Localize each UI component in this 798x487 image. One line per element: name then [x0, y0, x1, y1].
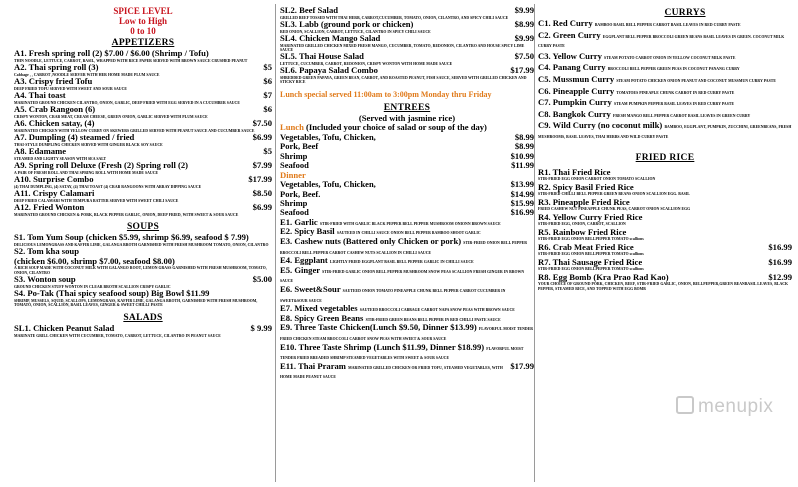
menu-item-description: STIR-FRIED GREEN BEANS BELL PEPPER IN RED CHILLI PASTE SAUCE: [365, 317, 501, 322]
price-row-label: Seafood: [280, 160, 309, 171]
price-row: [280, 152, 534, 161]
menu-item-name: R8. Egg Bomb (Kra Prao Rad Kao): [538, 271, 669, 282]
salads-heading: SALADS: [123, 313, 163, 324]
menu-item-description: BROCCOLI BELL PEPPER GREEN PEAS IN COCONUT PANANG CURRY: [607, 67, 740, 72]
menu-item: [14, 49, 272, 63]
menu-item-name: C3. Yellow Curry: [538, 50, 602, 61]
menu-item-description: BAMBOO BASIL BELL PEPPER CARROT BASIL LEAVES IN RED CURRY PASTE: [594, 23, 741, 27]
menu-item-description: SAUTEED IN CHILLI SAUCE ONION BELL PEPPER BAMBOO SHOOT GARLIC: [336, 231, 481, 236]
menu-item-title: [538, 121, 792, 140]
price-row-label: Shrimp: [280, 198, 308, 209]
menu-item-title: [280, 285, 534, 304]
menu-item: [538, 19, 792, 29]
menu-item: [538, 213, 792, 227]
menu-item-title: [538, 19, 792, 29]
price-row-value: $16.99: [510, 207, 534, 218]
menu-item-name: R2. Spicy Basil Fried Rice: [538, 181, 634, 192]
price-row: [280, 190, 534, 199]
price-row: [280, 133, 534, 142]
price-row-label: Vegetables, Tofu, Chicken,: [280, 132, 376, 142]
menu-item-price: $6: [263, 104, 272, 114]
menu-item-name: R3. Pineapple Fried Rice: [538, 196, 630, 207]
menu-item-name: SL6. Papaya Salad Combo: [280, 65, 378, 76]
lunch-special-note: Lunch special served 11:00am to 3:00pm Monday thru Friday: [280, 89, 492, 99]
menu-item-title: [538, 213, 792, 223]
menu-item-price: $7.50: [252, 118, 272, 128]
menu-item-name: R6. Crab Meat Fried Rice: [538, 241, 634, 252]
menu-item-title: [280, 362, 534, 381]
menu-item-name: E7. Mixed vegetables: [280, 303, 358, 314]
menu-item-description: MARINATED GROUND CHICKEN CILANTRO, ONION, GARLIC, DEEP FRIED WITH EGG SERVED IN A CUCUMBER SAUCE: [14, 100, 240, 105]
spice-level-scale: Low to High: [118, 16, 167, 26]
menu-item-title: [538, 198, 792, 208]
menu-item-price: $8.50: [252, 188, 272, 198]
column-divider: [275, 4, 276, 482]
menu-item-name: A12. Fried Wonton: [14, 202, 85, 212]
menu-item-description: YOUR CHOICE OF GROUND PORK, CHICKEN, BEEF, STIR-FRIED GARLIC, ONION, BELLPEPPER,GREEN BEANBASIL LEAVES, BLACK PEPPER, STEAMED RICE, AND TOPPED WITH EGG BOMB: [538, 282, 789, 291]
menu-item-name: A9. Spring roll Deluxe (Fresh (2) Spring roll (2): [14, 160, 189, 170]
menu-item-price: $5: [263, 62, 272, 72]
menu-item: [538, 168, 792, 182]
menu-item-price: $7.99: [252, 160, 272, 170]
price-row: [280, 142, 534, 151]
menu-item-name: R4. Yellow Curry Fried Rice: [538, 211, 643, 222]
menu-item-price: $16.99: [768, 256, 792, 267]
entrees-heading: ENTREES: [383, 102, 431, 113]
menu-item: [280, 66, 534, 84]
menu-item-description: MARINATED GROUND CHICKEN & PORK, BLACK PEPPER GARLIC, ONION, DEEP FRIED, WITH SWEET & SOUR SAUCE: [14, 212, 239, 217]
price-row: [280, 199, 534, 208]
menu-item-description: FLAVORFUL MOIST TENDER FRIED CHICKEN STEAM BROCCOLI CARROT SNOW PEAS WITH SWEET & SOUR SAUCE: [280, 327, 534, 341]
menu-item: [538, 98, 792, 108]
menu-item-name: A3. Crispy fried Tofu: [14, 76, 93, 86]
menu-item-title: [14, 63, 272, 73]
menu-item-title: [538, 168, 792, 178]
menu-item-description: THAI-STYLE DUMPLING CHICKEN SERVED WITH GINGER BLACK SOY SAUCE: [14, 142, 163, 147]
menu-item-description: A PAIR OF FRESH ROLL AND THAI SPRING ROLL WITH HOME MADE SAUCE: [14, 170, 159, 175]
menu-item-description: SAUTEED BROCCOLI CABBAGE CARROT NAPA SNOW PEAS WITH BROWN SAUCE: [359, 308, 515, 313]
watermark-text: menupix: [698, 396, 774, 417]
menu-item-name: SL3. Labb (ground pork or chicken): [280, 19, 414, 29]
menu-item: [14, 105, 272, 119]
menu-item: [14, 63, 272, 77]
menu-item-name: A4. Thai toast: [14, 90, 66, 100]
menu-item: [538, 63, 792, 73]
menu-item-name: E8. Spicy Green Beans: [280, 312, 364, 323]
menu-item-description: STIR-FRIED EGG, ONION, CARROT, SCALLION: [538, 222, 626, 227]
menu-item-name: C8. Bangkok Curry: [538, 108, 611, 119]
menu-item-name: E3. Cashew nuts (Battered only Chicken or pork): [280, 236, 462, 247]
menu-item-description: STEAMED AND LIGHTY SEASON WITH SEA SALT: [14, 156, 107, 161]
menu-item: [14, 189, 272, 203]
menu-item-name: R5. Rainbow Fried Rice: [538, 226, 627, 237]
menu-item-description: CRISPY WONTON, CRAB MEAT, CREAM CHEESE, GREEN ONION, GARLIC SERVED WITH PLUM SAUCE: [14, 114, 208, 119]
menu-item-price: $9.99: [514, 5, 534, 15]
menu-item-name: E5. Ginger: [280, 264, 320, 275]
menu-item-name: E11. Thai Praram: [280, 360, 346, 371]
menu-item-name: A5. Crab Rangoon (6): [14, 104, 96, 114]
menu-item-name: A10. Surprise Combo: [14, 174, 94, 184]
menu-item-name: R7. Thai Sausage Fried Rice: [538, 256, 643, 267]
menu-item-description: LETTUCE, CUCUMBER, CARROT, REDONION, CRISPY WONTON WITH HOME MADE SAUCE: [280, 62, 453, 66]
menu-item-description: FRIED CASHEW NUT PINEAPPLE CHUNK PEAS, CARROT ONION SCALLION EGG: [538, 207, 691, 212]
menu-item-price: $7.50: [514, 51, 534, 62]
menu-item-description: BAMBOO, EGGPLANT, PUMPKIN, ZUCCHINI, GREENBEANS, FRESH MUSHROOMS, BASIL LEAVES, THAI HERBS AND WILD CURRY PASTE: [538, 125, 792, 139]
menu-item-title: [280, 237, 534, 256]
menu-item: [280, 52, 534, 66]
menu-item-title: [538, 228, 792, 238]
menu-item-description: FRESH MANGO BELL PEPPER CARROT BASIL LEAVES IN GREEN CURRY: [612, 113, 751, 118]
menu-item-name: S2. Tom kha soup: [14, 246, 79, 256]
menu-item-price: $8.99: [514, 19, 534, 29]
menu-item-title: [14, 275, 272, 285]
menu-item-description: SAUTEED ONION TOMATO PINEAPPLE CHUNK BELL PEPPER CARROT CUCUMBER IN SWEET&SOUR SAUCE: [280, 289, 506, 303]
menu-item: [14, 147, 272, 161]
menu-item-title: [280, 6, 534, 16]
currys-heading: CURRYS: [664, 8, 706, 18]
menu-item-name: C5. Mussmun Curry: [538, 73, 615, 84]
menu-item-description: STIR-FRIED GARLIC ONION BELL PEPPER MUSHROOM SNOW PEAS SCALLION FRESH GINGER IN BROWN SAUCE: [280, 269, 525, 284]
menu-item-price: $12.99: [768, 271, 792, 282]
menu-item-description: GROUND CHICKEN STUFF WONTON IN CLEAR BROTH SCALLION CRISPY GARLIC: [14, 284, 171, 289]
menu-item-name: E2. Spicy Basil: [280, 226, 335, 237]
menu-item: [14, 161, 272, 175]
menu-item-title: [538, 63, 792, 73]
menu-item-name: S3. Wonton soup: [14, 274, 76, 284]
menu-item: [14, 119, 272, 133]
menu-item-name: A8. Edamame: [14, 146, 67, 156]
menu-item: [280, 323, 534, 342]
menu-item-name: A7. Dumpling (4) steamed / fried: [14, 132, 135, 142]
menu-item-description: DEEP FRIED TOFU SERVED WITH SWEET AND SOUR SAUCE: [14, 86, 127, 91]
menu-item-description: LIGHTLY FRIED EGGPLANT BASIL BELL PEPPER GARLIC IN CHILLI SAUCE: [329, 260, 474, 265]
menu-item-description: MARINATED CHICKEN WITH YELLOW CURRY ON SKEWERS GRILLED SERVED WITH PEANUT SAUCE AND CUCUMBER SAUCE: [14, 128, 255, 133]
menu-item-description: GRILLED BEEF TOSSED WITH THAI HERB, CARROT,CUCUMBER, TOMATO, ONION, CILANTRO, AND SPICY CHILI SAUCE: [280, 15, 509, 20]
menu-item: [280, 343, 534, 362]
menu-item: [538, 31, 792, 50]
menu-item-price: $9.99: [514, 33, 534, 43]
menu-item-name: SL2. Beef Salad: [280, 5, 339, 15]
menu-item: [538, 258, 792, 272]
menu-item-title: [538, 110, 792, 120]
menu-item-description: STEAM POTATO CARROT ONION IN YELLOW COCONUT MILK PASTE: [604, 55, 736, 60]
menu-item-name: E10. Three Taste Shrimp (Lunch $11.99, Dinner $18.99): [280, 341, 485, 352]
menu-item-price: $6.99: [252, 132, 272, 142]
menu-item-name: E4. Eggplant: [280, 255, 328, 266]
menu-item-description: DELICIOUS LEMONGRASS AND KAFFIR LIME, GALANGA BROTH GARNISHED WITH FRESH MUSHROOM TOMATO, ONION, CILANTRO: [14, 242, 269, 247]
menu-item-description: STIR-FRIED EGG ONION BELLPEPPER TOMATO scallions: [538, 252, 644, 257]
menu-item-description: STEAM POTATO CHICKEN ONION PEANUT AND COCONUT MUSSMUN CURRY PASTE: [616, 78, 776, 83]
menu-item-title: [538, 243, 792, 253]
column-right: [538, 6, 792, 292]
menu-item-price: $17.99: [248, 174, 272, 184]
menu-item-title: [14, 233, 272, 243]
soups-list: [14, 233, 272, 307]
menu-item-title: [538, 75, 792, 85]
menu-item: [538, 87, 792, 97]
menu-item-name: A11. Crispy Calamari: [14, 188, 95, 198]
menupix-watermark: [676, 396, 773, 418]
menu-item-price: $7: [263, 90, 272, 100]
lunch-price-list: [280, 133, 534, 171]
price-row-value: $8.99: [514, 141, 534, 152]
lunch-note: (Included your choice of salad or soup of the day): [303, 122, 487, 133]
menu-item: [538, 198, 792, 212]
menu-item-description: STEAM PUMPKIN PEPPER BASIL LEAVES IN RED CURRY PASTE: [613, 102, 735, 107]
menu-item-title: [14, 189, 272, 199]
menu-item-description: STIR-FRIED EGG ONION BELLPEPPER TOMATO scallions: [538, 267, 644, 272]
menu-item-price: $5.00: [252, 274, 272, 284]
menu-item-name: E6. Sweet&Sour: [280, 284, 341, 294]
menu-item-description: STIR-FRIED ONION BELL PEPPER BROCCOLI BELL PEPPER CARROT CASHEW NUTS SCALLION IN CHILLI SAUCE: [280, 241, 528, 255]
price-row-label: Vegetables, Tofu, Chicken,: [280, 179, 376, 190]
menu-item-description: MARINATE GRILL CHICKEN WITH CUCUMBER, TOMATO, CARROT, LETTUCE, CILANTRO IN PEANUT SAUCE: [14, 334, 221, 338]
column-left: [14, 6, 272, 338]
menu-item-title: [14, 147, 272, 157]
menu-item: [280, 266, 534, 285]
menu-item-title: [14, 119, 272, 129]
menu-item-name: C9. Wild Curry (no coconut milk): [538, 120, 663, 131]
menu-item-name: C1. Red Curry: [538, 18, 593, 28]
menu-item-title: [538, 258, 792, 268]
price-row-label: Pork, Beef: [280, 141, 319, 152]
menu-item-title: [14, 175, 272, 185]
menu-item-price: $6: [263, 76, 272, 86]
menu-item-name: E1. Garlic: [280, 216, 318, 227]
menu-item-name: C6. Pineapple Curry: [538, 85, 615, 96]
soups-heading: SOUPS: [126, 222, 160, 232]
menu-item: [280, 34, 534, 52]
menu-item-name: C4. Panang Curry: [538, 62, 606, 73]
menu-item-title: [280, 66, 534, 76]
salads-list: [14, 324, 272, 338]
menu-item: [14, 91, 272, 105]
menu-item: [280, 20, 534, 34]
menu-item-title: [14, 77, 272, 87]
menu-item-title: [14, 105, 272, 115]
menu-item: [538, 228, 792, 242]
menu-item-description: Cabbage , , CARROT ,NOODLE SERVER WITH HER HOME MADE PLUM SAUCE: [14, 72, 160, 77]
dinner-label: Dinner: [280, 169, 306, 180]
price-row-value: $10.99: [510, 150, 534, 161]
entrees-list: [280, 218, 534, 381]
menu-item-title: [280, 323, 534, 342]
price-row-label: Seafood: [280, 207, 309, 218]
menu-item: [538, 273, 792, 291]
menu-item: [280, 362, 534, 381]
menu-item-title: [14, 324, 272, 334]
menu-item: [538, 110, 792, 120]
fried-rice-heading: FRIED RICE: [635, 152, 695, 163]
menu-item-title: [14, 289, 272, 299]
appetizers-list: [14, 49, 272, 217]
menu-item: [538, 243, 792, 257]
menu-item: [14, 247, 272, 275]
menu-item-description: (4) THAI DUMPLING, (4) SATAY, (4) THAI TOAST (4) CRAB RANGOONS WITH ARRAY DIPPING SAUCE: [14, 184, 202, 189]
menu-item-name: SL5. Thai House Salad: [280, 51, 364, 62]
price-row-value: $8.99: [514, 132, 534, 142]
menu-item-description: EGGPLANT BELL PEPPER BROCCOLI GREEN BEANS BASIL LEAVES IN GREEN. COCONUT MILK CURRY PASTE: [538, 34, 785, 49]
price-row-label: Shrimp: [280, 150, 308, 161]
menu-item-title: [14, 161, 272, 171]
menu-item: [280, 237, 534, 256]
menu-item-description: SHRIMP, MUSSELS, SQUID, SCALLOPS, LEMONGRASS, KAFFIR LIME, GALANGA BROTH, GARNISHED WITH FRESH MUSHROOM, TOMATO, ONION, SCALLION, BASIL LEAVES, GINGER & SWEET CHILLI PASTE: [14, 298, 258, 307]
menu-item-title: [280, 34, 534, 44]
menu-item-name: SL4. Chicken Mango Salad: [280, 33, 381, 43]
menu-item-description: A RICH SOUP MADE WITH COCONUT MILK WITH GALANGO ROOT, LEMON GRASS GARNISHED WITH FRESH MUSHROOM, TOMATO, ONION, CILANTRO: [14, 266, 267, 275]
menu-item-price: $17.99: [510, 360, 534, 371]
salads-list-continued: [280, 6, 534, 85]
menu-item-title: [538, 52, 792, 62]
menu-item-price: $17.99: [510, 65, 534, 76]
menu-item-description: MARINATED GRILLED CHICKEN MIXED FRESH MANGO, CUCUMBER, TOMATO, REDONION, CILANTRO AND HOUSE SPICY LIME SAUCE: [280, 43, 525, 52]
menu-item-name: C2. Green Curry: [538, 29, 601, 40]
menu-item-description: STIR-FRIED WITH GARLIC BLACK PEPPER BELL PEPPER MUSHROOM ONIONN BROWN SAUCE: [319, 221, 501, 226]
menu-item-price: $ 9.99: [250, 323, 272, 334]
menu-item: [538, 75, 792, 85]
menu-item: [280, 6, 534, 20]
menu-item: [14, 203, 272, 217]
entrees-subheading: (Served with jasmine rice): [358, 112, 456, 123]
menu-item-title: [538, 31, 792, 50]
menu-item-name: C7. Pumpkin Curry: [538, 97, 612, 108]
menu-item-title: [538, 273, 792, 283]
menu-item-title: [538, 98, 792, 108]
menu-item-name: A2. Thai spring roll (3): [14, 62, 99, 72]
menu-item-name: S1. Tom Yum Soup (chicken $5.99, shrimp $6.99, seafood $ 7.99): [14, 232, 249, 242]
menu-item: [14, 175, 272, 189]
menu-item: [538, 52, 792, 62]
menu-item: [14, 233, 272, 247]
column-middle: [280, 6, 534, 381]
menu-item-title: [280, 20, 534, 30]
menu-item-description: DEEP FRIED CALAMARI WITH TEMPURA BATTER SERVED WITH SWEET CHILI SAUCE: [14, 198, 179, 203]
menu-item-description: STIR-FRIED EGG ONION BELLPEPPER TOMATO scallions: [538, 237, 644, 242]
price-row: [280, 161, 534, 170]
menu-item-title: [280, 52, 534, 62]
menu-item-description: FLAVORFUL MOIST TENDER FRIED BREADED SHRIMP STEAMED VEGETABLES WITH SWEET & SOUR SAUCE: [280, 346, 524, 361]
menu-item-name: E9. Three Taste Chicken(Lunch $9.50, Dinner $13.99): [280, 322, 477, 333]
menu-item-description: MARINATED GRILLED CHICKEN OR FRIED TOFU, STEAMED VEGETABLES, WITH HOME MADE PEANUT SAUCE: [280, 365, 503, 380]
menu-item-title: [538, 87, 792, 97]
dinner-price-list: [280, 180, 534, 218]
menu-item-price: $5: [263, 146, 272, 156]
menu-item-price: $6.99: [252, 202, 272, 212]
currys-list: [538, 19, 792, 141]
menu-item-name: S4. Po-Tak (Thai spicy seafood soup) Big Bowl $11.99: [14, 288, 210, 298]
menu-item: [538, 183, 792, 197]
menu-item-title: [280, 343, 534, 362]
menu-item-title: [14, 133, 272, 143]
menu-item: [14, 324, 272, 338]
menu-item: [538, 121, 792, 140]
menu-item-description: STIR-FRIED EGG ONION CARROT ONION TOMATO SCALLION: [538, 177, 656, 182]
menu-item-description: RED ONION, SCALLION, CARROT, LETTUCE, CILANTRO IN SPICY CHILI SAUCE: [280, 29, 431, 34]
menupix-logo-icon: [676, 396, 694, 414]
menu-item-price: $16.99: [768, 241, 792, 252]
menu-item: [14, 133, 272, 147]
menu-item-name: SL1. Chicken Peanut Salad: [14, 323, 115, 334]
price-row-value: $11.99: [511, 160, 534, 171]
menu-item-description: STIR-FRIED CHILLI BELL PEPPER GREEN BEANS ONION SCALLION EGG. BASIL: [538, 192, 690, 197]
fried-rice-list: [538, 168, 792, 291]
price-row-value: $15.99: [510, 198, 534, 209]
menu-item-name: A1. Fresh spring roll (2) $7.00 / $6.00 (Shrimp / Tofu): [14, 48, 209, 58]
menu-item-title: [280, 266, 534, 285]
menu-item-name: A6. Chicken satay, (4): [14, 118, 95, 128]
price-row-value: $13.99: [510, 179, 534, 190]
menu-item: [14, 275, 272, 289]
menu-item-title: [14, 203, 272, 213]
price-row-value: $14.99: [510, 188, 534, 199]
column-divider: [534, 4, 535, 482]
menu-item-description: TOMATOES PINEAPLE CHUNK CARROT IN RED CURRY PASTE: [616, 90, 735, 95]
menu-item-description: SHREDDED GREEN PAPAYA, GREEN BEAN, CARROT, AND ROASTED PEANUT, FISH SAUCE, SERVED WITH GRILLED CHICKEN AND STICKY RICE: [280, 76, 527, 85]
menu-item-title: [14, 91, 272, 101]
spice-level-title: SPICE LEVEL: [113, 6, 173, 16]
appetizers-heading: APPETIZERS: [111, 38, 175, 48]
menu-item-subprice: (chicken $6.00, shrimp $7.00, seafood $8.00): [14, 255, 175, 266]
menu-item-description: THIN NOODLE, LETTUCE, CARROT, BASIL, WRAPPED WITH RICE PAPER SERVED WITH BROWN SAUCE CRUSHED PEANUT: [14, 58, 248, 63]
menu-item-name: R1. Thai Fried Rice: [538, 166, 611, 177]
menu-item-title: [14, 49, 272, 59]
lunch-label: Lunch: [280, 122, 304, 133]
menu-item-title: [538, 183, 792, 193]
price-row-label: Pork, Beef.: [280, 188, 321, 199]
menu-item: [14, 289, 272, 307]
menu-item: [280, 285, 534, 304]
spice-level-range: 0 to 10: [130, 26, 156, 36]
menu-item: [14, 77, 272, 91]
